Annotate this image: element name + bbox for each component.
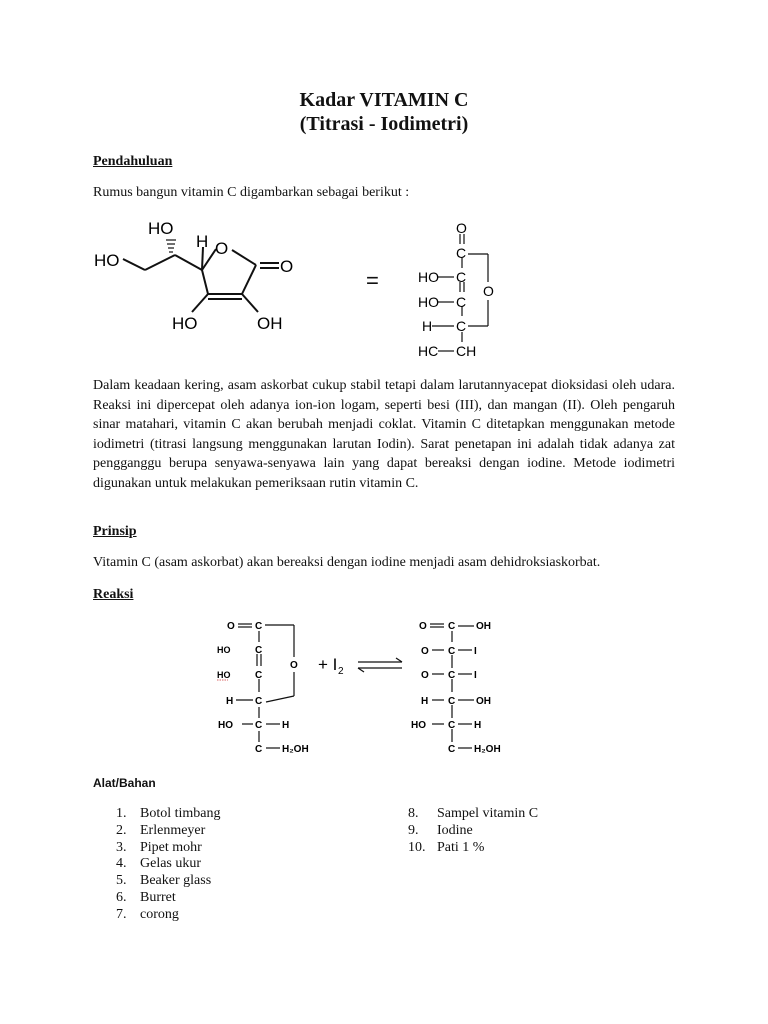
fischer-c2: C <box>456 269 467 285</box>
rxn-plus-i2: + I <box>318 655 338 674</box>
heading-alat-bahan: Alat/Bahan <box>93 776 156 790</box>
rxn-left-o: O <box>227 621 235 632</box>
fischer-ho-2: HO <box>418 269 439 285</box>
list-item-number: 6. <box>116 889 127 905</box>
fischer-c4: C <box>456 318 467 334</box>
ring-label-ho-bottom: HO <box>172 314 198 333</box>
rxn-right-c4: C <box>448 696 456 707</box>
list-item <box>408 840 658 857</box>
rxn-right-c1: C <box>448 621 456 632</box>
rxn-right-h5: H <box>474 720 482 731</box>
rxn-left-ho3: HO <box>217 670 231 680</box>
list-item <box>116 856 366 873</box>
document-title-line-2: (Titrasi - Iodimetri) <box>299 113 469 135</box>
list-item-number: 9. <box>408 822 419 838</box>
list-item <box>408 823 658 840</box>
list-item <box>116 823 366 840</box>
alat-bahan-list-right <box>408 806 658 856</box>
rxn-right-i2: I <box>474 646 477 657</box>
fischer-hc: HC <box>418 343 439 359</box>
heading-pendahuluan: Pendahuluan <box>93 154 173 169</box>
list-item-text: Iodine <box>437 822 473 838</box>
rxn-i2-subscript: 2 <box>338 666 344 677</box>
rxn-left-c5: C <box>255 720 263 731</box>
list-item-text: Burret <box>140 889 176 905</box>
fischer-ring-o: O <box>483 283 494 299</box>
list-item-number: 7. <box>116 906 127 922</box>
rxn-right-h4: H <box>421 696 429 707</box>
list-item-number: 5. <box>116 873 127 889</box>
list-item-text: Botol timbang <box>140 806 221 821</box>
rxn-right-oh1: OH <box>476 621 491 632</box>
rxn-right-o: O <box>419 621 427 632</box>
rxn-left-ho5: HO <box>218 720 233 731</box>
rxn-right-c3: C <box>448 670 456 681</box>
ring-label-carbonyl-o: O <box>280 257 294 276</box>
pendahuluan-paragraph: Dalam keadaan kering, asam askorbat cukup stabil tetapi dalam larutannyacepat dioksidasi oleh udara. Reaksi ini dipercepat oleh adanya ion-ion logam, seperti besi (III), dan mangan (II). Oleh pengaruh sinar matahari, vitamin C akan berubah menjadi coklat. Vitamin C ditetapkan menggunakan metode iodimetri (titrasi langsung menggunakan larutan Iodin). Sarat penetapan ini adalah tidak adanya zat pengganggu berupa senyawa-senyawa lain yang dapat bereaksi dengan iodine. Metode iodimetri digunakan untuk melakukan pemeriksaan rutin vitamin C. <box>93 378 675 491</box>
alat-bahan-list-left <box>116 806 366 924</box>
fischer-ho-3: HO <box>418 294 439 310</box>
list-item-number: 4. <box>116 856 127 872</box>
list-item-text: Erlenmeyer <box>140 822 206 838</box>
rxn-right-oh4: OH <box>476 696 491 707</box>
vitamin-c-fischer-structure <box>412 220 522 365</box>
list-item <box>116 873 366 890</box>
list-item <box>116 907 366 924</box>
intro-text: Rumus bangun vitamin C digambarkan sebagai berikut : <box>93 185 410 200</box>
list-item <box>116 806 366 823</box>
rxn-right-h2oh: H₂OH <box>474 744 501 755</box>
fischer-c1: C <box>456 245 467 261</box>
ring-label-h: H <box>196 232 209 251</box>
rxn-left-ring-o: O <box>290 660 298 671</box>
fischer-top-o: O <box>456 220 467 236</box>
rxn-left-ho2: HO <box>217 645 231 655</box>
list-item <box>408 806 658 823</box>
list-item-text: Sampel vitamin C <box>437 806 539 821</box>
rxn-left-h2oh: H₂OH <box>282 744 309 755</box>
list-item-number: 3. <box>116 839 127 855</box>
list-item <box>116 890 366 907</box>
ring-label-ho-top: HO <box>148 219 174 238</box>
rxn-right-o2: O <box>421 646 429 657</box>
list-item-text: Pati 1 % <box>437 839 485 855</box>
fischer-ch: CH <box>456 343 477 359</box>
list-item <box>116 840 366 857</box>
rxn-left-c4: C <box>255 696 263 707</box>
heading-reaksi: Reaksi <box>93 587 134 602</box>
list-item-text: corong <box>140 906 179 922</box>
heading-prinsip: Prinsip <box>93 524 137 539</box>
rxn-right-c2: C <box>448 646 456 657</box>
rxn-right-c6: C <box>448 744 456 755</box>
rxn-left-c6: C <box>255 744 263 755</box>
rxn-right-o3: O <box>421 670 429 681</box>
rxn-left-c1: C <box>255 621 263 632</box>
equals-sign: = <box>366 268 379 293</box>
rxn-left-c2: C <box>255 645 263 656</box>
fischer-h-4: H <box>422 318 433 334</box>
ring-label-ho-left: HO <box>94 251 120 270</box>
prinsip-text: Vitamin C (asam askorbat) akan bereaksi dengan iodine menjadi asam dehidroksiaskorbat. <box>93 555 601 570</box>
list-item-number: 8. <box>408 806 419 821</box>
rxn-right-c5: C <box>448 720 456 731</box>
list-item-number: 1. <box>116 806 127 821</box>
rxn-left-c3: C <box>255 670 263 681</box>
list-item-number: 10. <box>408 839 426 855</box>
rxn-right-ho5: HO <box>411 720 426 731</box>
list-item-text: Beaker glass <box>140 873 212 889</box>
rxn-left-h5: H <box>282 720 290 731</box>
reaction-scheme <box>210 612 530 762</box>
ring-label-oh-bottom: OH <box>257 314 283 333</box>
list-item-text: Pipet mohr <box>140 839 202 855</box>
rxn-left-h4: H <box>226 696 234 707</box>
fischer-c3: C <box>456 294 467 310</box>
rxn-right-i3: I <box>474 670 477 681</box>
vitamin-c-ring-structure <box>90 212 310 337</box>
list-item-text: Gelas ukur <box>140 856 202 872</box>
document-title-line-1: Kadar VITAMIN C <box>299 89 469 111</box>
list-item-number: 2. <box>116 822 127 838</box>
ring-label-o: O <box>215 239 229 258</box>
